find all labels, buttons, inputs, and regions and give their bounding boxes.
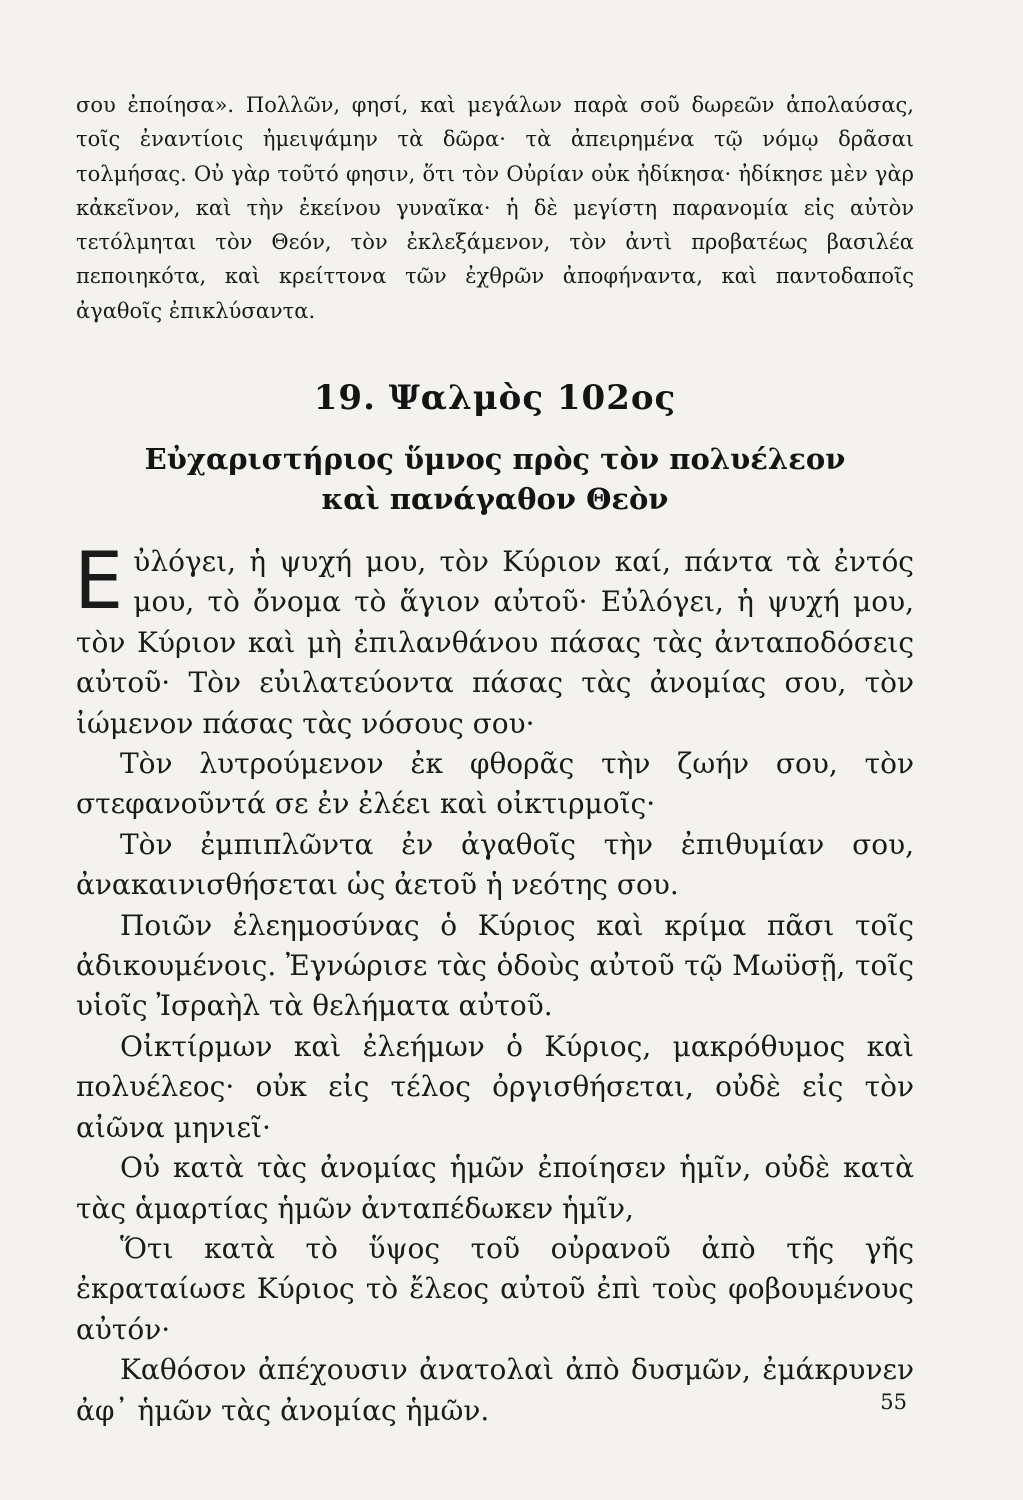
first-paragraph-text: ὐλόγει, ἡ ψυχή μου, τὸν Κύριον καί, πάντα τὰ ἐντός μου, τὸ ὄνομα τὸ ἅγιον αὐτοῦ· Εὐλόγει, ἡ ψυχή μου, τὸν Κύριον καὶ μὴ ἐπιλανθάνου πάσας τὰς ἀνταποδόσεις αὐτοῦ· Τὸν εὐιλατεύοντα πάσας τὰς ἀνομίας σου, τὸν ἰώμενον πάσας τὰς νόσους σου·	[76, 545, 914, 740]
psalm-paragraph: Οἰκτίρμων καὶ ἐλεήμων ὁ Κύριος, μακρόθυμος καὶ πολυέλεος· οὐκ εἰς τέλος ὀργισθήσεται, οὐδὲ εἰς τὸν αἰῶνα μηνιεῖ·	[76, 1029, 914, 1144]
intro-paragraph: σου ἐποίησα». Πολλῶν, φησί, καὶ μεγάλων παρὰ σοῦ δωρεῶν ἀπολαύσας, τοῖς ἐναντίοις ἠμειψάμην τὰ δῶρα· τὰ ἀπειρημένα τῷ νόμῳ δρᾶσαι τολμήσας. Οὐ γὰρ τοῦτό φησιν, ὅτι τὸν Οὐρίαν οὐκ ἠδίκησα· ἠδίκησε μὲν γὰρ κἀκεῖνον, καὶ τὴν ἐκείνου γυναῖκα· ἡ δὲ μεγίστη παρανομία εἰς αὐτὸν τετόλμηται τὸν Θεόν, τὸν ἐκλεξάμενον, τὸν ἀντὶ προβατέως βασιλέα πεποιηκότα, καὶ κρείττονα τῶν ἐχθρῶν ἀποφήναντα, καὶ παντοδαποῖς ἀγαθοῖς ἐπικλύσαντα.	[76, 93, 914, 323]
psalm-number-title: 19. Ψαλμὸς 102ος	[313, 378, 677, 418]
psalm-paragraph: Τὸν ἐμπιπλῶντα ἐν ἀγαθοῖς τὴν ἐπιθυμίαν σου, ἀνακαινισθήσεται ὡς ἀετοῦ ἡ νεότης σου.	[76, 827, 914, 902]
psalm-paragraph: Τὸν λυτρούμενον ἐκ φθορᾶς τὴν ζωήν σου, τὸν στεφανοῦντά σε ἐν ἐλέει καὶ οἰκτιρμοῖς·	[76, 747, 914, 821]
drop-cap: Ε	[74, 537, 124, 627]
psalm-paragraph: Οὐ κατὰ τὰς ἀνομίας ἡμῶν ἐποίησεν ἡμῖν, οὐδὲ κατὰ τὰς ἁμαρτίας ἡμῶν ἀνταπέδωκεν ἡμῖν,	[76, 1151, 914, 1225]
psalm-text	[74, 537, 914, 1431]
psalm-paragraph: Ποιῶν ἐλεημοσύνας ὁ Κύριος καὶ κρίμα πᾶσι τοῖς ἀδικουμένοις. Ἐγνώρισε τὰς ὁδοὺς αὐτοῦ τῷ Μωϋσῇ, τοῖς υἱοῖς Ἰσραὴλ τὰ θελήματα αὐτοῦ.	[76, 908, 914, 1023]
psalm-subtitle-line1: Εὐχαριστήριος ὕμνος πρὸς τὸν πολυέλεον	[144, 442, 846, 476]
psalm-paragraph-first	[74, 537, 914, 744]
page-number: 55	[880, 1390, 907, 1414]
psalm-paragraph: Ὅτι κατὰ τὸ ὕψος τοῦ οὐρανοῦ ἀπὸ τῆς γῆς ἐκραταίωσε Κύριος τὸ ἔλεος αὐτοῦ ἐπὶ τοὺς φοβουμένους αὐτόν·	[76, 1231, 914, 1346]
intro-text	[76, 88, 914, 328]
psalm-paragraph: Καθόσον ἀπέχουσιν ἀνατολαὶ ἀπὸ δυσμῶν, ἐμάκρυνεν ἀφ᾽ ἡμῶν τὰς ἀνομίας ἡμῶν.	[76, 1353, 914, 1427]
psalm-subtitle-line2: καὶ πανάγαθον Θεὸν	[321, 482, 669, 516]
